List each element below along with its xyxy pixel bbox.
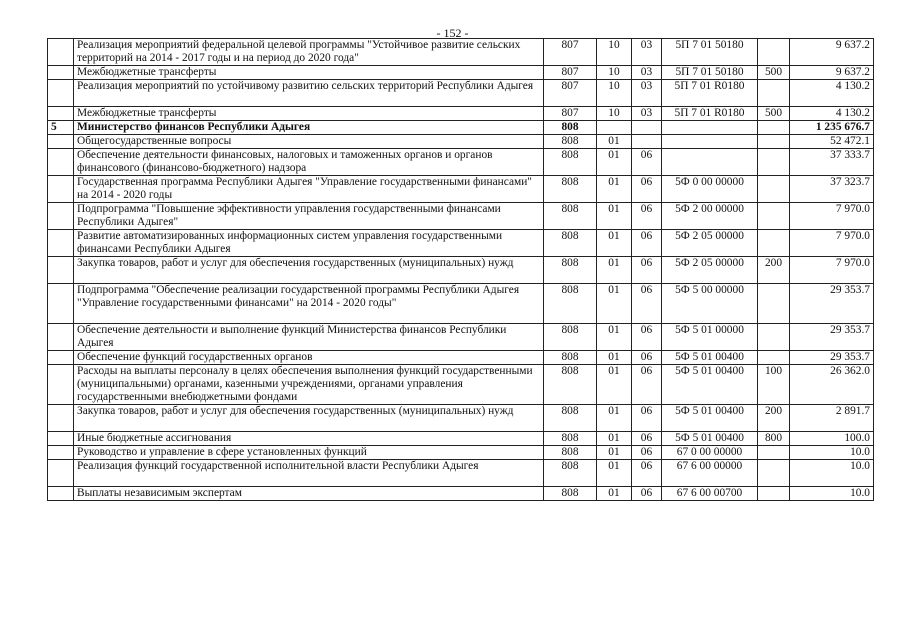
pr-code-cell: 06: [632, 230, 662, 257]
csr-code-cell: 5П 7 01 50180: [662, 66, 758, 80]
vr-code-cell: 500: [758, 107, 790, 121]
budget-table-body: [48, 39, 874, 501]
row-name-cell: Расходы на выплаты персоналу в целях обеспечения выполнения функций государственными (муниципальными) органами, казенными учреждениями, органами управления государственными внебюджетными фондами: [74, 365, 544, 405]
amount-cell: 29 353.7: [790, 284, 874, 324]
row-name-cell: Обеспечение функций государственных органов: [74, 351, 544, 365]
vr-code-cell: [758, 460, 790, 487]
amount-cell: 100.0: [790, 432, 874, 446]
vr-code-cell: [758, 487, 790, 501]
table-row: [48, 176, 874, 203]
row-name-cell: Межбюджетные трансферты: [74, 66, 544, 80]
pr-code-cell: 06: [632, 149, 662, 176]
vr-code-cell: [758, 135, 790, 149]
csr-code-cell: 5П 7 01 R0180: [662, 107, 758, 121]
ved-code-cell: 808: [544, 230, 597, 257]
row-number-cell: [48, 149, 74, 176]
pr-code-cell: 03: [632, 66, 662, 80]
row-number-cell: [48, 135, 74, 149]
vr-code-cell: [758, 80, 790, 107]
rz-code-cell: 01: [597, 487, 632, 501]
amount-cell: 37 333.7: [790, 149, 874, 176]
row-number-cell: [48, 324, 74, 351]
pr-code-cell: 06: [632, 257, 662, 284]
table-row: [48, 149, 874, 176]
csr-code-cell: 5Ф 5 01 00400: [662, 405, 758, 432]
row-number-cell: [48, 203, 74, 230]
pr-code-cell: 06: [632, 405, 662, 432]
csr-code-cell: 67 6 00 00000: [662, 460, 758, 487]
row-number-cell: [48, 257, 74, 284]
ved-code-cell: 808: [544, 324, 597, 351]
rz-code-cell: [597, 121, 632, 135]
vr-code-cell: [758, 284, 790, 324]
row-name-cell: Межбюджетные трансферты: [74, 107, 544, 121]
pr-code-cell: [632, 121, 662, 135]
row-number-cell: [48, 284, 74, 324]
rz-code-cell: 01: [597, 257, 632, 284]
rz-code-cell: 01: [597, 135, 632, 149]
row-name-cell: Руководство и управление в сфере установленных функций: [74, 446, 544, 460]
csr-code-cell: [662, 121, 758, 135]
csr-code-cell: 5Ф 5 01 00000: [662, 324, 758, 351]
pr-code-cell: 03: [632, 39, 662, 66]
row-number-cell: [48, 66, 74, 80]
ved-code-cell: 808: [544, 460, 597, 487]
pr-code-cell: 06: [632, 487, 662, 501]
csr-code-cell: 5Ф 5 01 00400: [662, 432, 758, 446]
pr-code-cell: 06: [632, 460, 662, 487]
csr-code-cell: 5Ф 2 00 00000: [662, 203, 758, 230]
pr-code-cell: 06: [632, 284, 662, 324]
row-number-cell: [48, 351, 74, 365]
table-row: [48, 39, 874, 66]
amount-cell: 29 353.7: [790, 324, 874, 351]
row-number-cell: [48, 176, 74, 203]
row-name-cell: Выплаты независимым экспертам: [74, 487, 544, 501]
row-name-cell: Обеспечение деятельности финансовых, налоговых и таможенных органов и органов финансового (финансово-бюджетного) надзора: [74, 149, 544, 176]
row-name-cell: Подпрограмма "Обеспечение реализации государственной программы Республики Адыгея "Управление государственными финансами" на 2014 - 2020 годы": [74, 284, 544, 324]
csr-code-cell: 5П 7 01 R0180: [662, 80, 758, 107]
ved-code-cell: 808: [544, 257, 597, 284]
pr-code-cell: 06: [632, 351, 662, 365]
table-row: [48, 230, 874, 257]
pr-code-cell: 06: [632, 324, 662, 351]
table-row: [48, 80, 874, 107]
amount-cell: 9 637.2: [790, 66, 874, 80]
pr-code-cell: 03: [632, 80, 662, 107]
ved-code-cell: 807: [544, 107, 597, 121]
ved-code-cell: 808: [544, 176, 597, 203]
row-name-cell: Обеспечение деятельности и выполнение функций Министерства финансов Республики Адыгея: [74, 324, 544, 351]
rz-code-cell: 10: [597, 107, 632, 121]
amount-cell: 29 353.7: [790, 351, 874, 365]
row-name-cell: Подпрограмма "Повышение эффективности управления государственными финансами Республики Адыгея": [74, 203, 544, 230]
amount-cell: 37 323.7: [790, 176, 874, 203]
ved-code-cell: 807: [544, 39, 597, 66]
amount-cell: 10.0: [790, 487, 874, 501]
vr-code-cell: 800: [758, 432, 790, 446]
ved-code-cell: 808: [544, 365, 597, 405]
rz-code-cell: 01: [597, 176, 632, 203]
row-number-cell: [48, 432, 74, 446]
budget-table: [47, 38, 874, 501]
amount-cell: 26 362.0: [790, 365, 874, 405]
ved-code-cell: 808: [544, 121, 597, 135]
amount-cell: 4 130.2: [790, 80, 874, 107]
amount-cell: 1 235 676.7: [790, 121, 874, 135]
pr-code-cell: 03: [632, 107, 662, 121]
table-row: [48, 487, 874, 501]
table-row: [48, 284, 874, 324]
table-row: [48, 257, 874, 284]
vr-code-cell: [758, 351, 790, 365]
csr-code-cell: 5Ф 5 01 00400: [662, 351, 758, 365]
table-row: [48, 446, 874, 460]
rz-code-cell: 01: [597, 284, 632, 324]
row-name-cell: Реализация мероприятий федеральной целевой программы "Устойчивое развитие сельских территорий на 2014 - 2017 годы и на период до 2020 года": [74, 39, 544, 66]
row-number-cell: 5: [48, 121, 74, 135]
rz-code-cell: 01: [597, 365, 632, 405]
rz-code-cell: 01: [597, 446, 632, 460]
rz-code-cell: 01: [597, 460, 632, 487]
amount-cell: 10.0: [790, 446, 874, 460]
ved-code-cell: 808: [544, 351, 597, 365]
vr-code-cell: [758, 446, 790, 460]
row-number-cell: [48, 107, 74, 121]
amount-cell: 7 970.0: [790, 203, 874, 230]
row-number-cell: [48, 446, 74, 460]
page-number: - 152 -: [436, 26, 469, 40]
ved-code-cell: 808: [544, 284, 597, 324]
amount-cell: 9 637.2: [790, 39, 874, 66]
rz-code-cell: 01: [597, 351, 632, 365]
amount-cell: 7 970.0: [790, 257, 874, 284]
vr-code-cell: [758, 176, 790, 203]
pr-code-cell: 06: [632, 446, 662, 460]
ved-code-cell: 807: [544, 80, 597, 107]
vr-code-cell: [758, 121, 790, 135]
amount-cell: 10.0: [790, 460, 874, 487]
ved-code-cell: 807: [544, 66, 597, 80]
rz-code-cell: 01: [597, 324, 632, 351]
row-name-cell: Государственная программа Республики Адыгея "Управление государственными финансами" на 2014 - 2020 годы: [74, 176, 544, 203]
rz-code-cell: 01: [597, 203, 632, 230]
pr-code-cell: 06: [632, 432, 662, 446]
row-name-cell: Развитие автоматизированных информационных систем управления государственными финансами Республики Адыгея: [74, 230, 544, 257]
amount-cell: 4 130.2: [790, 107, 874, 121]
ved-code-cell: 808: [544, 432, 597, 446]
table-row: [48, 432, 874, 446]
amount-cell: 52 472.1: [790, 135, 874, 149]
pr-code-cell: [632, 135, 662, 149]
vr-code-cell: 500: [758, 66, 790, 80]
vr-code-cell: 200: [758, 257, 790, 284]
row-name-cell: Общегосударственные вопросы: [74, 135, 544, 149]
csr-code-cell: 5П 7 01 50180: [662, 39, 758, 66]
vr-code-cell: [758, 324, 790, 351]
rz-code-cell: 10: [597, 39, 632, 66]
row-name-cell: Реализация мероприятий по устойчивому развитию сельских территорий Республики Адыгея: [74, 80, 544, 107]
table-row: [48, 324, 874, 351]
amount-cell: 7 970.0: [790, 230, 874, 257]
row-number-cell: [48, 365, 74, 405]
table-row: [48, 460, 874, 487]
row-number-cell: [48, 405, 74, 432]
table-row: [48, 203, 874, 230]
rz-code-cell: 01: [597, 405, 632, 432]
csr-code-cell: [662, 135, 758, 149]
table-row: [48, 121, 874, 135]
csr-code-cell: 5Ф 2 05 00000: [662, 257, 758, 284]
rz-code-cell: 10: [597, 66, 632, 80]
amount-cell: 2 891.7: [790, 405, 874, 432]
rz-code-cell: 10: [597, 80, 632, 107]
pr-code-cell: 06: [632, 365, 662, 405]
row-number-cell: [48, 230, 74, 257]
table-row: [48, 365, 874, 405]
ved-code-cell: 808: [544, 135, 597, 149]
csr-code-cell: 5Ф 5 00 00000: [662, 284, 758, 324]
table-row: [48, 351, 874, 365]
csr-code-cell: 5Ф 2 05 00000: [662, 230, 758, 257]
ved-code-cell: 808: [544, 405, 597, 432]
csr-code-cell: [662, 149, 758, 176]
csr-code-cell: 5Ф 5 01 00400: [662, 365, 758, 405]
row-name-cell: Министерство финансов Республики Адыгея: [74, 121, 544, 135]
vr-code-cell: 200: [758, 405, 790, 432]
pr-code-cell: 06: [632, 203, 662, 230]
ved-code-cell: 808: [544, 203, 597, 230]
ved-code-cell: 808: [544, 446, 597, 460]
table-row: [48, 135, 874, 149]
row-number-cell: [48, 460, 74, 487]
rz-code-cell: 01: [597, 149, 632, 176]
vr-code-cell: 100: [758, 365, 790, 405]
csr-code-cell: 5Ф 0 00 00000: [662, 176, 758, 203]
vr-code-cell: [758, 39, 790, 66]
vr-code-cell: [758, 203, 790, 230]
row-name-cell: Иные бюджетные ассигнования: [74, 432, 544, 446]
rz-code-cell: 01: [597, 230, 632, 257]
vr-code-cell: [758, 149, 790, 176]
rz-code-cell: 01: [597, 432, 632, 446]
vr-code-cell: [758, 230, 790, 257]
row-number-cell: [48, 80, 74, 107]
row-number-cell: [48, 487, 74, 501]
table-row: [48, 66, 874, 80]
csr-code-cell: 67 0 00 00000: [662, 446, 758, 460]
row-name-cell: Закупка товаров, работ и услуг для обеспечения государственных (муниципальных) нужд: [74, 257, 544, 284]
csr-code-cell: 67 6 00 00700: [662, 487, 758, 501]
table-row: [48, 405, 874, 432]
ved-code-cell: 808: [544, 149, 597, 176]
ved-code-cell: 808: [544, 487, 597, 501]
row-number-cell: [48, 39, 74, 66]
row-name-cell: Реализация функций государственной исполнительной власти Республики Адыгея: [74, 460, 544, 487]
table-row: [48, 107, 874, 121]
pr-code-cell: 06: [632, 176, 662, 203]
row-name-cell: Закупка товаров, работ и услуг для обеспечения государственных (муниципальных) нужд: [74, 405, 544, 432]
